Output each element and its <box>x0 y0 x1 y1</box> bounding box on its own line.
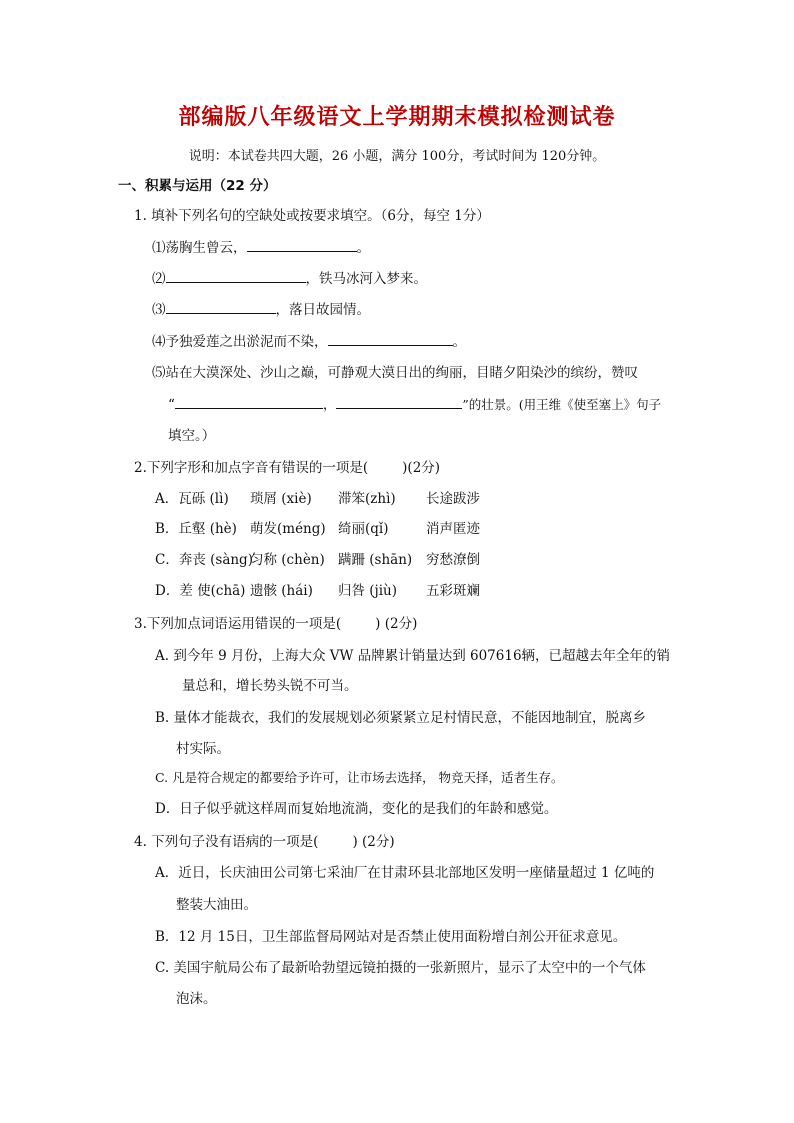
question-2-option-a[interactable]: A．瓦砾 (lì) 琐屑 (xiè) 滞笨(zhì) 长途跋涉 <box>155 491 480 507</box>
question-4-option-b[interactable]: B．12 月 15日，卫生部监督局网站对是否禁止使用面粉增白剂公开征求意见。 <box>155 929 627 945</box>
answer-blank[interactable] <box>166 268 306 283</box>
question-3-option-d[interactable]: D．日子似乎就这样周而复始地流淌，变化的是我们的年龄和感觉。 <box>155 801 558 817</box>
answer-blank[interactable] <box>336 394 462 409</box>
answer-blank[interactable] <box>175 394 323 409</box>
question-3-stem: 3.下列加点词语运用错误的一项是( ) (2分) <box>134 616 418 632</box>
question-2-stem: 2.下列字形和加点字音有错误的一项是( )(2分) <box>134 460 441 476</box>
question-1-stem: 1. 填补下列名句的空缺处或按要求填空。（6分，每空 1分） <box>134 208 490 224</box>
question-1-item-1: ⑴荡胸生曾云， 。 <box>152 237 370 258</box>
question-3-option-b[interactable]: B. 量体才能裁衣，我们的发展规划必须紧紧立足村情民意，不能因地制宜，脱离乡 <box>155 710 647 726</box>
question-2-option-b[interactable]: B．丘壑 (hè) 萌发(méng) 绮丽(qǐ) 消声匿迹 <box>155 521 480 537</box>
question-3-option-a-cont: 量总和，增长势头锐不可当。 <box>182 678 358 694</box>
section-heading: 一、积累与运用（22 分） <box>118 178 277 194</box>
question-1-item-5-end: 填空。） <box>168 428 216 444</box>
question-4-option-c-cont: 泡沫。 <box>176 991 217 1007</box>
answer-blank[interactable] <box>247 237 357 252</box>
question-3-option-c[interactable]: C. 凡是符合规定的都要给予许可，让市场去选择， 物竞天择，适者生存。 <box>155 770 564 785</box>
exam-instructions: 说明：本试卷共四大题，26 小题，满分 100分，考试时间为 120分钟。 <box>188 149 606 164</box>
question-4-option-a[interactable]: A．近日，长庆油田公司第七采油厂在甘肃环县北部地区发明一座储量超过 1 亿吨的 <box>155 865 655 881</box>
question-4-stem: 4. 下列句子没有语病的一项是( ) (2分) <box>134 834 395 850</box>
question-2-option-c[interactable]: C．奔丧 (sàng)匀称 (chèn) 蹒跚 (shān) 穷愁潦倒 <box>155 552 480 568</box>
question-1-item-3: ⑶ ，落日故园情。 <box>152 299 370 320</box>
question-3-option-b-cont: 村实际。 <box>176 741 230 757</box>
question-1-item-2: ⑵ ，铁马冰河入梦来。 <box>152 268 427 289</box>
question-1-item-5: ⑸站在大漠深处、沙山之巅，可静观大漠日出的绚丽，目睹夕阳染沙的缤纷，赞叹 <box>152 365 638 381</box>
answer-blank[interactable] <box>166 299 276 314</box>
page-title: 部编版八年级语文上学期期末模拟检测试卷 <box>178 105 616 130</box>
question-2-option-d[interactable]: D．差 使(chā) 遗骸 (hái) 归咎 (jiù) 五彩斑斓 <box>155 583 480 599</box>
question-4-option-c[interactable]: C. 美国宇航局公布了最新哈勃望远镜拍摄的一张新照片，显示了太空中的一个气体 <box>155 960 646 976</box>
question-3-option-a[interactable]: A. 到今年 9 月份，上海大众 VW 品牌累计销量达到 607616辆，已超越去年全年的销 <box>155 648 671 664</box>
answer-blank[interactable] <box>328 331 453 346</box>
question-1-item-4: ⑷予独爱莲之出淤泥而不染， 。 <box>152 331 466 352</box>
question-4-option-a-cont: 整装大油田。 <box>176 897 257 913</box>
question-1-item-5-blanks: “ ， ”的壮景。(用王维《使至塞上》句子 <box>168 394 661 415</box>
